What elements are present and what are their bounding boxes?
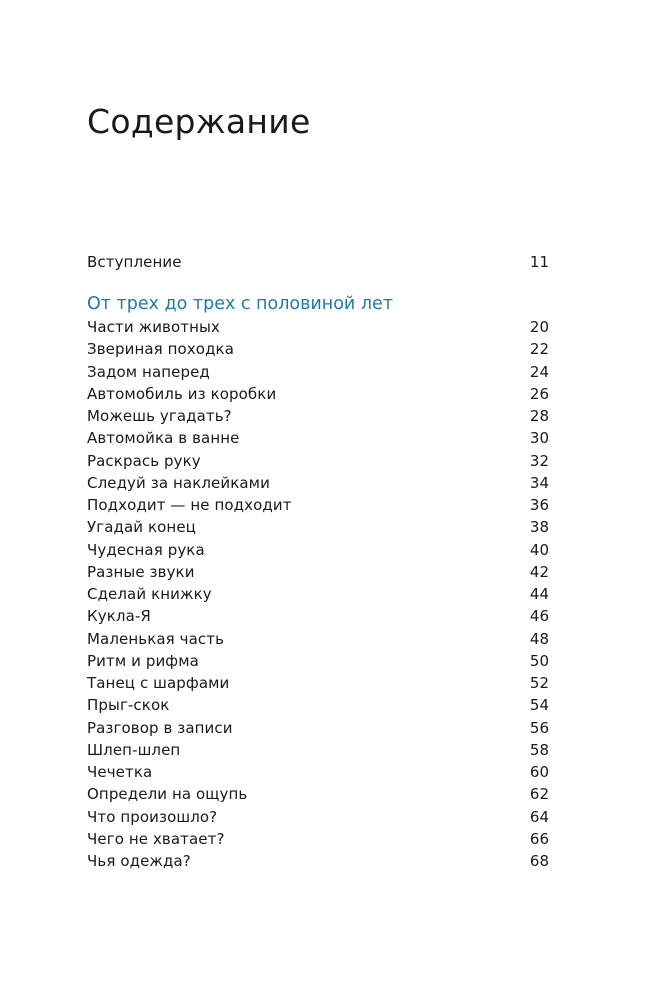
toc-entry-title: Раскрась руку (87, 451, 201, 470)
toc-entry[interactable] (87, 338, 549, 360)
toc-entry-page: 42 (529, 562, 549, 581)
toc-entry-title: Шлеп-шлеп (87, 740, 181, 759)
toc-entry[interactable] (87, 583, 549, 605)
toc-entry-title: Следуй за наклейками (87, 473, 270, 492)
toc-entry-page: 62 (529, 785, 549, 804)
toc-entry[interactable] (87, 316, 549, 338)
toc-entry-title: Можешь угадать? (87, 407, 232, 425)
toc-entry-page: 34 (529, 473, 549, 492)
page-title: Содержание (87, 102, 311, 141)
toc-entry-page: 48 (529, 629, 549, 648)
toc-entry[interactable] (87, 694, 549, 716)
toc-entry[interactable] (87, 850, 549, 872)
toc-entry-page: 44 (529, 585, 549, 603)
toc-entry[interactable] (87, 427, 549, 449)
toc-entry-title: Вступление (87, 253, 182, 271)
toc-entry[interactable] (87, 516, 549, 538)
toc-entry-page: 38 (529, 518, 549, 537)
toc-entry-title: Задом наперед (87, 362, 210, 381)
toc-entry-title: Чего не хватает? (87, 829, 225, 848)
toc-entry-title: Определи на ощупь (87, 785, 248, 804)
toc-entry[interactable] (87, 783, 549, 805)
toc-entry-page: 68 (529, 852, 549, 870)
toc-entry-page: 58 (529, 740, 549, 759)
toc-entry-title: Части животных (87, 318, 220, 336)
toc-entry-title: Чечетка (87, 763, 153, 781)
toc-entry[interactable] (87, 494, 549, 516)
toc-entry-title: Автомойка в ванне (87, 429, 240, 448)
toc-entry[interactable] (87, 739, 549, 761)
toc-entry-page: 30 (529, 429, 549, 448)
toc-entry-page: 52 (529, 674, 549, 692)
toc-entry-page: 11 (529, 253, 549, 271)
toc-entry[interactable] (87, 672, 549, 694)
toc-entry-intro[interactable] (87, 251, 549, 273)
toc-entry-page: 40 (529, 540, 549, 559)
toc-entry-title: Подходит — не подходит (87, 496, 292, 514)
toc-entry-page: 28 (529, 407, 549, 425)
toc-entry-page: 64 (529, 807, 549, 826)
toc-entry[interactable] (87, 628, 549, 650)
toc-entry-title: Угадай конец (87, 518, 196, 537)
toc-entry-page: 50 (529, 651, 549, 670)
toc-entry[interactable] (87, 561, 549, 583)
toc-entry[interactable] (87, 717, 549, 739)
toc-entry-page: 36 (529, 496, 549, 514)
toc-entry[interactable] (87, 828, 549, 850)
toc-entry[interactable] (87, 806, 549, 828)
toc-entry[interactable] (87, 761, 549, 783)
toc-entry-title: Маленькая часть (87, 629, 225, 648)
toc-entry[interactable] (87, 361, 549, 383)
toc-entry[interactable] (87, 650, 549, 672)
toc-entry-page: 66 (529, 829, 549, 848)
toc-entry-title: Чья одежда? (87, 852, 191, 870)
toc-entry-title: Разговор в записи (87, 718, 233, 737)
toc-entry-title: Что произошло? (87, 807, 218, 826)
toc-entry-page: 20 (529, 318, 549, 336)
toc-entry-page: 24 (529, 362, 549, 381)
toc-entry-title: Прыг-скок (87, 696, 170, 715)
toc-entry-title: Сделай книжку (87, 585, 212, 603)
toc-entry-page: 46 (529, 607, 549, 626)
toc-entry[interactable] (87, 383, 549, 405)
toc-entry-title: Звериная походка (87, 340, 235, 359)
toc-entry-page: 26 (529, 384, 549, 403)
toc-entry[interactable] (87, 405, 549, 427)
section-heading: От трех до трех с половиной лет (87, 294, 394, 314)
toc-entry-title: Танец с шарфами (87, 674, 230, 692)
toc-entry-title: Кукла-Я (87, 607, 151, 626)
toc-entry[interactable] (87, 472, 549, 494)
toc-entry-page: 60 (529, 763, 549, 781)
toc-entry-title: Разные звуки (87, 562, 195, 581)
toc-entry-title: Автомобиль из коробки (87, 384, 277, 403)
toc-entry-page: 56 (529, 718, 549, 737)
toc-entry[interactable] (87, 450, 549, 472)
toc-entry-title: Чудесная рука (87, 540, 205, 559)
toc-entry-page: 54 (529, 696, 549, 715)
toc-entry-page: 32 (529, 451, 549, 470)
toc-entry-title: Ритм и рифма (87, 651, 199, 670)
toc-entry-page: 22 (529, 340, 549, 359)
toc-entry[interactable] (87, 605, 549, 627)
toc-entry[interactable] (87, 539, 549, 561)
